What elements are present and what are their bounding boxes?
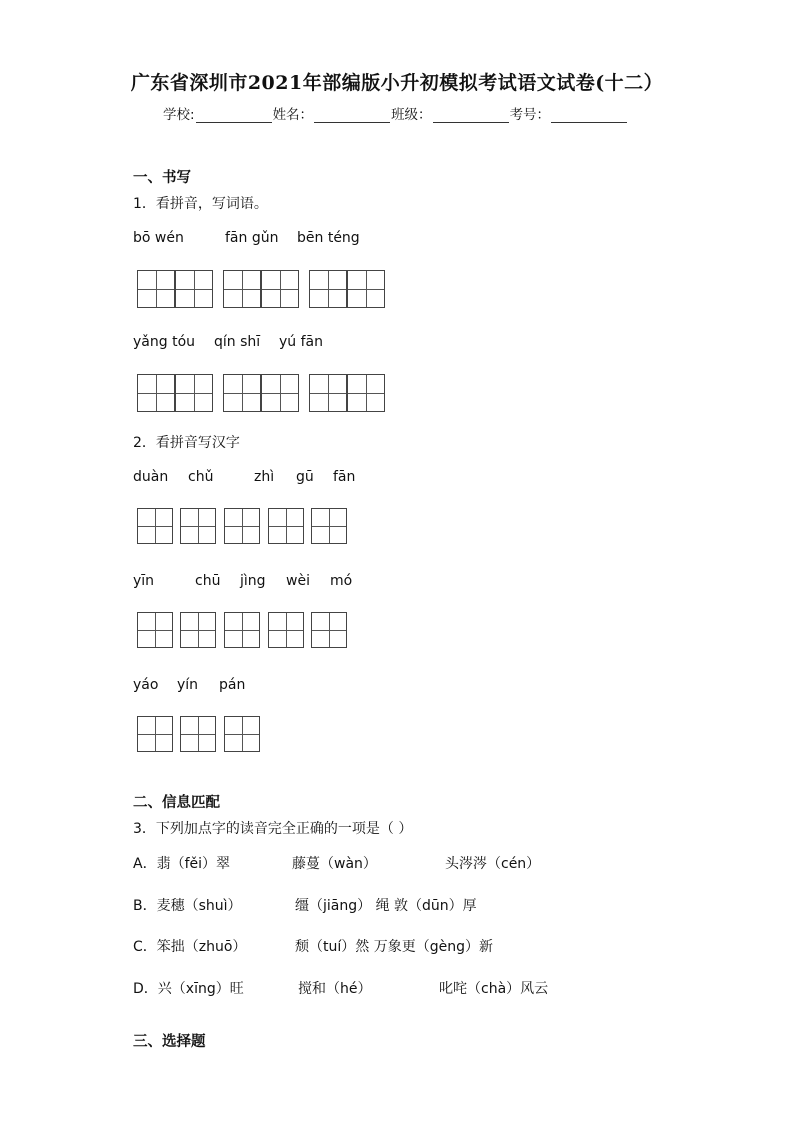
writing-box[interactable]: [268, 612, 304, 648]
writing-box[interactable]: [137, 716, 173, 752]
page-title: 广东省深圳市2021年部编版小升初模拟考试语文试卷(十二）: [130, 72, 664, 94]
writing-box[interactable]: [309, 374, 347, 412]
writing-box[interactable]: [137, 270, 175, 308]
writing-box[interactable]: [311, 508, 347, 544]
writing-box[interactable]: [223, 374, 261, 412]
writing-box[interactable]: [224, 508, 260, 544]
writing-box[interactable]: [224, 612, 260, 648]
pinyin-label: bēn téng: [297, 230, 360, 246]
option-a-item: 藤蔓（wàn）: [292, 856, 377, 872]
pinyin-label: mó: [330, 573, 353, 589]
writing-box[interactable]: [180, 716, 216, 752]
pinyin-label: yú fān: [279, 334, 323, 350]
writing-box[interactable]: [137, 374, 175, 412]
writing-box[interactable]: [261, 374, 299, 412]
pinyin-label: chǔ: [188, 469, 214, 485]
option-d-item: 搅和（hé）: [298, 981, 372, 997]
writing-box[interactable]: [175, 374, 213, 412]
option-a-item: 头涔涔（cén）: [445, 856, 541, 872]
option-b-item: 缰（jiāng） 绳 敦（dūn）厚: [295, 898, 477, 914]
writing-box[interactable]: [311, 612, 347, 648]
option-b[interactable]: B．麦穗（shuì）: [133, 898, 242, 914]
writing-box[interactable]: [175, 270, 213, 308]
writing-box[interactable]: [223, 270, 261, 308]
section-heading: 一、书写: [133, 170, 191, 186]
pinyin-label: duàn: [133, 469, 169, 485]
writing-box[interactable]: [137, 508, 173, 544]
pinyin-label: bō wén: [133, 230, 184, 246]
school-blank[interactable]: [196, 108, 272, 123]
writing-box[interactable]: [261, 270, 299, 308]
section-heading: 二、信息匹配: [133, 795, 220, 811]
pinyin-label: qín shī: [214, 334, 261, 350]
writing-box[interactable]: [180, 612, 216, 648]
name-label: 姓名：: [272, 107, 314, 123]
pinyin-label: yáo: [133, 677, 159, 693]
writing-box[interactable]: [347, 374, 385, 412]
pinyin-label: yǎng tóu: [133, 334, 196, 350]
writing-box[interactable]: [347, 270, 385, 308]
student-info: [163, 103, 628, 123]
pinyin-label: zhì: [254, 469, 275, 485]
school-label: 学校:: [163, 107, 195, 123]
writing-box[interactable]: [268, 508, 304, 544]
option-d-item: 叱咤（chà）风云: [439, 981, 549, 997]
writing-box[interactable]: [180, 508, 216, 544]
name-blank[interactable]: [314, 108, 390, 123]
question-text: 2．看拼音写汉字: [133, 435, 240, 451]
writing-box[interactable]: [224, 716, 260, 752]
option-c[interactable]: C．笨拙（zhuō）: [133, 939, 247, 955]
pinyin-label: chū: [195, 573, 221, 589]
writing-box[interactable]: [137, 612, 173, 648]
exam-no-label: 考号：: [509, 107, 551, 123]
question-text: 1．看拼音，写词语。: [133, 196, 268, 212]
question-text: 3．下列加点字的读音完全正确的一项是（ ）: [133, 821, 413, 837]
pinyin-label: gū: [296, 469, 314, 485]
option-d[interactable]: D．兴（xīng）旺: [133, 981, 244, 997]
pinyin-label: pán: [219, 677, 246, 693]
pinyin-label: fān: [333, 469, 356, 485]
section-heading: 三、选择题: [133, 1034, 206, 1050]
class-label: 班级：: [391, 107, 432, 123]
option-a[interactable]: A．翡（fěi）翠: [133, 856, 231, 872]
option-c-item: 颓（tuí）然 万象更（gèng）新: [295, 939, 493, 955]
class-blank[interactable]: [433, 108, 509, 123]
pinyin-label: yīn: [133, 573, 155, 589]
exam-no-blank[interactable]: [551, 108, 627, 123]
writing-box[interactable]: [309, 270, 347, 308]
pinyin-label: wèi: [286, 573, 310, 589]
pinyin-label: jìng: [240, 573, 266, 589]
pinyin-label: fān gǔn: [225, 230, 279, 246]
pinyin-label: yín: [177, 677, 199, 693]
